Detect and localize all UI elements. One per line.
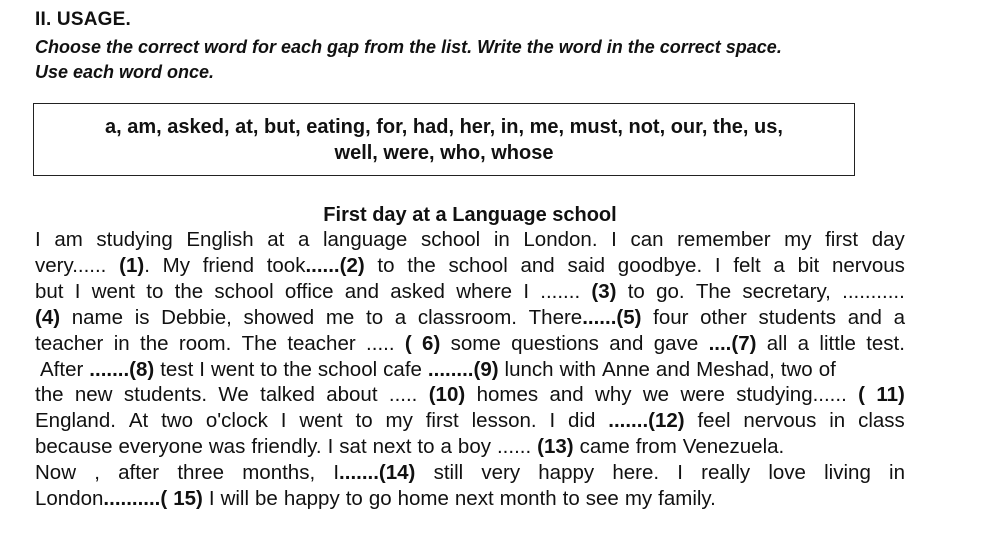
passage-word: my <box>784 228 812 251</box>
passage-word: to <box>345 487 363 511</box>
passage-word: other <box>700 305 747 329</box>
passage-word: did <box>568 409 596 433</box>
passage-word: why <box>595 383 632 407</box>
passage-word: day <box>871 228 905 251</box>
passage-word: love <box>768 461 806 485</box>
passage-word: Anne <box>602 357 650 381</box>
passage-word: lesson. <box>471 409 537 433</box>
passage-word: gave <box>653 331 699 355</box>
passage-word: I <box>199 357 205 381</box>
passage-word: be <box>255 487 278 511</box>
passage-word: the <box>283 357 312 381</box>
passage-word: (3) <box>591 279 617 303</box>
passage-word: studying <box>96 228 173 251</box>
passage-word: office <box>284 279 334 303</box>
passage-word: 11) <box>876 383 905 407</box>
passage-word: school <box>317 357 378 381</box>
passage-word: The <box>241 331 277 355</box>
passage-word: about <box>326 383 378 407</box>
passage-word: in <box>829 409 846 433</box>
passage-word: nervous <box>831 253 905 277</box>
passage-word: cafe <box>383 357 422 381</box>
passage-word: to <box>355 409 373 433</box>
passage-word: ( <box>404 331 412 355</box>
passage-word: the <box>140 331 169 355</box>
passage-word: At <box>128 409 149 433</box>
passage-word: very <box>481 461 521 485</box>
passage-word: of <box>818 357 836 381</box>
passage-word: me <box>325 305 355 329</box>
passage-word: I.......(14) <box>333 461 416 485</box>
passage-word: first <box>425 409 459 433</box>
passage-word: little <box>819 331 856 355</box>
passage-word: am <box>54 228 83 251</box>
passage-word: four <box>653 305 689 329</box>
passage-word: (10) <box>428 383 466 407</box>
passage-word: in <box>113 331 130 355</box>
passage-word: class <box>858 409 905 433</box>
passage-word: here. <box>612 461 660 485</box>
passage-line <box>35 408 905 434</box>
passage-word: happy <box>538 461 595 485</box>
passage-word: at <box>267 228 285 251</box>
passage-word: new <box>74 383 113 407</box>
passage-word: I <box>549 409 556 433</box>
passage-word: next <box>372 435 412 459</box>
passage-line <box>35 486 905 512</box>
passage-word: I <box>523 279 530 303</box>
passage-word: The <box>695 279 732 303</box>
passage-word: next <box>454 487 494 511</box>
instructions <box>35 35 935 85</box>
passage-word: Now <box>35 461 77 485</box>
passage-text <box>35 227 905 512</box>
passage-word: and <box>549 383 584 407</box>
passage-word: a <box>893 305 905 329</box>
passage-word: 15) <box>173 487 203 511</box>
passage-word: family. <box>658 487 716 511</box>
passage-word: school <box>448 253 508 277</box>
passage-word: 6) <box>422 331 441 355</box>
passage-word: came <box>579 435 630 459</box>
passage-word: will <box>220 487 250 511</box>
passage-line <box>35 305 905 331</box>
passage-word: felt <box>733 253 761 277</box>
passage-word: to <box>417 435 435 459</box>
passage-word: teacher <box>287 331 356 355</box>
passage-word: month <box>499 487 557 511</box>
passage-word: and <box>847 305 882 329</box>
passage-word: went <box>91 279 136 303</box>
passage-word: ........(9) <box>427 357 499 381</box>
passage-line <box>35 357 905 383</box>
passage-line <box>35 279 905 305</box>
passage-word: asked <box>390 279 445 303</box>
passage-word: and <box>344 279 379 303</box>
passage-word: three <box>177 461 225 485</box>
passage-word: school <box>214 279 274 303</box>
passage-word: after <box>118 461 160 485</box>
passage-word: I <box>611 228 617 251</box>
passage-word: (1). <box>119 253 150 277</box>
passage-word: name <box>71 305 124 329</box>
passage-word: studying...... <box>736 383 847 407</box>
passage-word: can <box>630 228 664 251</box>
passage-word: remember <box>677 228 771 251</box>
passage-line <box>35 253 905 279</box>
passage-word: two <box>161 409 193 433</box>
instruction-line-2: Use each word once. <box>35 62 215 82</box>
passage-word: ...... <box>496 435 532 459</box>
passage-word: school <box>420 228 481 251</box>
passage-word: England. <box>35 409 116 433</box>
passage-word: I <box>208 487 215 511</box>
passage-word: test. <box>866 331 905 355</box>
passage-word: homes <box>476 383 539 407</box>
passage-word: go. <box>656 279 685 303</box>
passage-word: goodbye. <box>617 253 703 277</box>
passage-word: .......(8) <box>89 357 155 381</box>
passage-word: ( <box>858 383 865 407</box>
passage-word: my <box>624 487 653 511</box>
passage-word: really <box>701 461 751 485</box>
passage-word: first <box>825 228 859 251</box>
passage-word: months, <box>242 461 316 485</box>
passage-word: went <box>210 357 255 381</box>
passage-word: happy <box>283 487 340 511</box>
passage-word: .......(12) <box>608 409 685 433</box>
passage-word: to <box>627 279 645 303</box>
word-bank-line-2: well, were, who, whose <box>334 142 554 164</box>
passage-word: My <box>162 253 190 277</box>
passage-word: were <box>680 383 725 407</box>
passage-word: still <box>433 461 464 485</box>
passage-word: classroom. <box>417 305 517 329</box>
passage-word: nervous <box>743 409 817 433</box>
passage-line <box>35 227 905 253</box>
passage-word: I <box>677 461 683 485</box>
passage-word: two <box>780 357 813 381</box>
passage-word: questions <box>511 331 599 355</box>
passage-word: test <box>160 357 194 381</box>
passage-word: the <box>407 253 436 277</box>
passage-word: went <box>299 409 343 433</box>
passage-word: room. <box>178 331 232 355</box>
passage-line <box>35 460 905 486</box>
passage-word: I <box>714 253 721 277</box>
passage-word: because <box>35 435 113 459</box>
passage-word: ..... <box>388 383 418 407</box>
passage-word: a <box>394 305 407 329</box>
passage-word: see <box>585 487 619 511</box>
passage-word: said <box>567 253 606 277</box>
passage-word: with <box>559 357 597 381</box>
passage-word: in <box>889 461 905 485</box>
passage-word: I <box>74 279 81 303</box>
passage-word: is <box>134 305 150 329</box>
passage-word: to <box>562 487 580 511</box>
passage-word: my <box>385 409 413 433</box>
passage-word: We <box>218 383 249 407</box>
passage-word: I <box>280 409 287 433</box>
passage-word: teacher <box>35 331 104 355</box>
passage-word: some <box>450 331 501 355</box>
passage-word: secretary, <box>742 279 831 303</box>
passage-word: London..........( <box>35 487 168 511</box>
passage-word: a <box>797 331 810 355</box>
passage-word: to <box>366 305 384 329</box>
passage-word: all <box>766 331 788 355</box>
passage-word: Venezuela. <box>682 435 785 459</box>
passage-word: ..... <box>366 331 395 355</box>
passage-word: but <box>35 279 64 303</box>
passage-line <box>35 382 905 408</box>
passage-word: boy <box>457 435 491 459</box>
passage-word: very...... <box>35 253 107 277</box>
passage-word: and <box>520 253 555 277</box>
passage-word: where <box>456 279 513 303</box>
passage-word: a <box>297 228 310 251</box>
passage-word: Debbie, <box>161 305 232 329</box>
passage-word: from <box>635 435 677 459</box>
passage-word: showed <box>243 305 315 329</box>
passage-word: talked <box>260 383 315 407</box>
passage-word: I <box>327 435 334 459</box>
passage-word: bit <box>797 253 820 277</box>
passage-word: ....... <box>540 279 581 303</box>
passage-word: to <box>260 357 278 381</box>
passage-word: was <box>208 435 246 459</box>
passage-word: friendly. <box>251 435 322 459</box>
passage-word: to <box>146 279 164 303</box>
word-bank-line-1: a, am, asked, at, but, eating, for, had, her, in, me, must, not, our, the, us, <box>105 116 783 138</box>
passage-word: , <box>94 461 100 485</box>
passage-word: a <box>773 253 785 277</box>
passage-word: students <box>758 305 837 329</box>
passage-word: and <box>609 331 644 355</box>
passage-word: English <box>186 228 254 251</box>
passage-word: o'clock <box>205 409 268 433</box>
passage-line <box>35 331 905 357</box>
section-heading: II. USAGE. <box>35 9 131 30</box>
passage-word: and <box>655 357 691 381</box>
passage-word: everyone <box>118 435 203 459</box>
passage-word: took......(2) <box>266 253 365 277</box>
passage-word: in <box>493 228 510 251</box>
passage-word: After <box>40 357 84 381</box>
passage-word: a <box>440 435 452 459</box>
passage-word: Meshad, <box>696 357 775 381</box>
passage-title: First day at a Language school <box>323 204 617 226</box>
passage-word: I <box>35 228 41 251</box>
passage-word: ........... <box>842 279 905 303</box>
passage-word: (13) <box>537 435 574 459</box>
word-bank-box <box>33 103 855 176</box>
passage-word: language <box>322 228 408 251</box>
passage-word: (4) <box>35 305 61 329</box>
passage-word: living <box>824 461 871 485</box>
passage-word: the <box>35 383 64 407</box>
passage-word: sat <box>339 435 367 459</box>
passage-word: There......(5) <box>528 305 642 329</box>
passage-word: we <box>642 383 670 407</box>
instruction-line-1: Choose the correct word for each gap from the list. Write the word in the correct space. <box>35 37 782 57</box>
passage-word: to <box>377 253 395 277</box>
passage-word: students. <box>123 383 208 407</box>
passage-word: home <box>397 487 449 511</box>
passage-word: go <box>368 487 392 511</box>
passage-line <box>35 434 905 460</box>
passage-word: feel <box>697 409 731 433</box>
passage-word: ....(7) <box>708 331 757 355</box>
passage-word: London. <box>523 228 598 251</box>
passage-word: lunch <box>504 357 554 381</box>
passage-word: friend <box>202 253 254 277</box>
passage-word: the <box>174 279 204 303</box>
